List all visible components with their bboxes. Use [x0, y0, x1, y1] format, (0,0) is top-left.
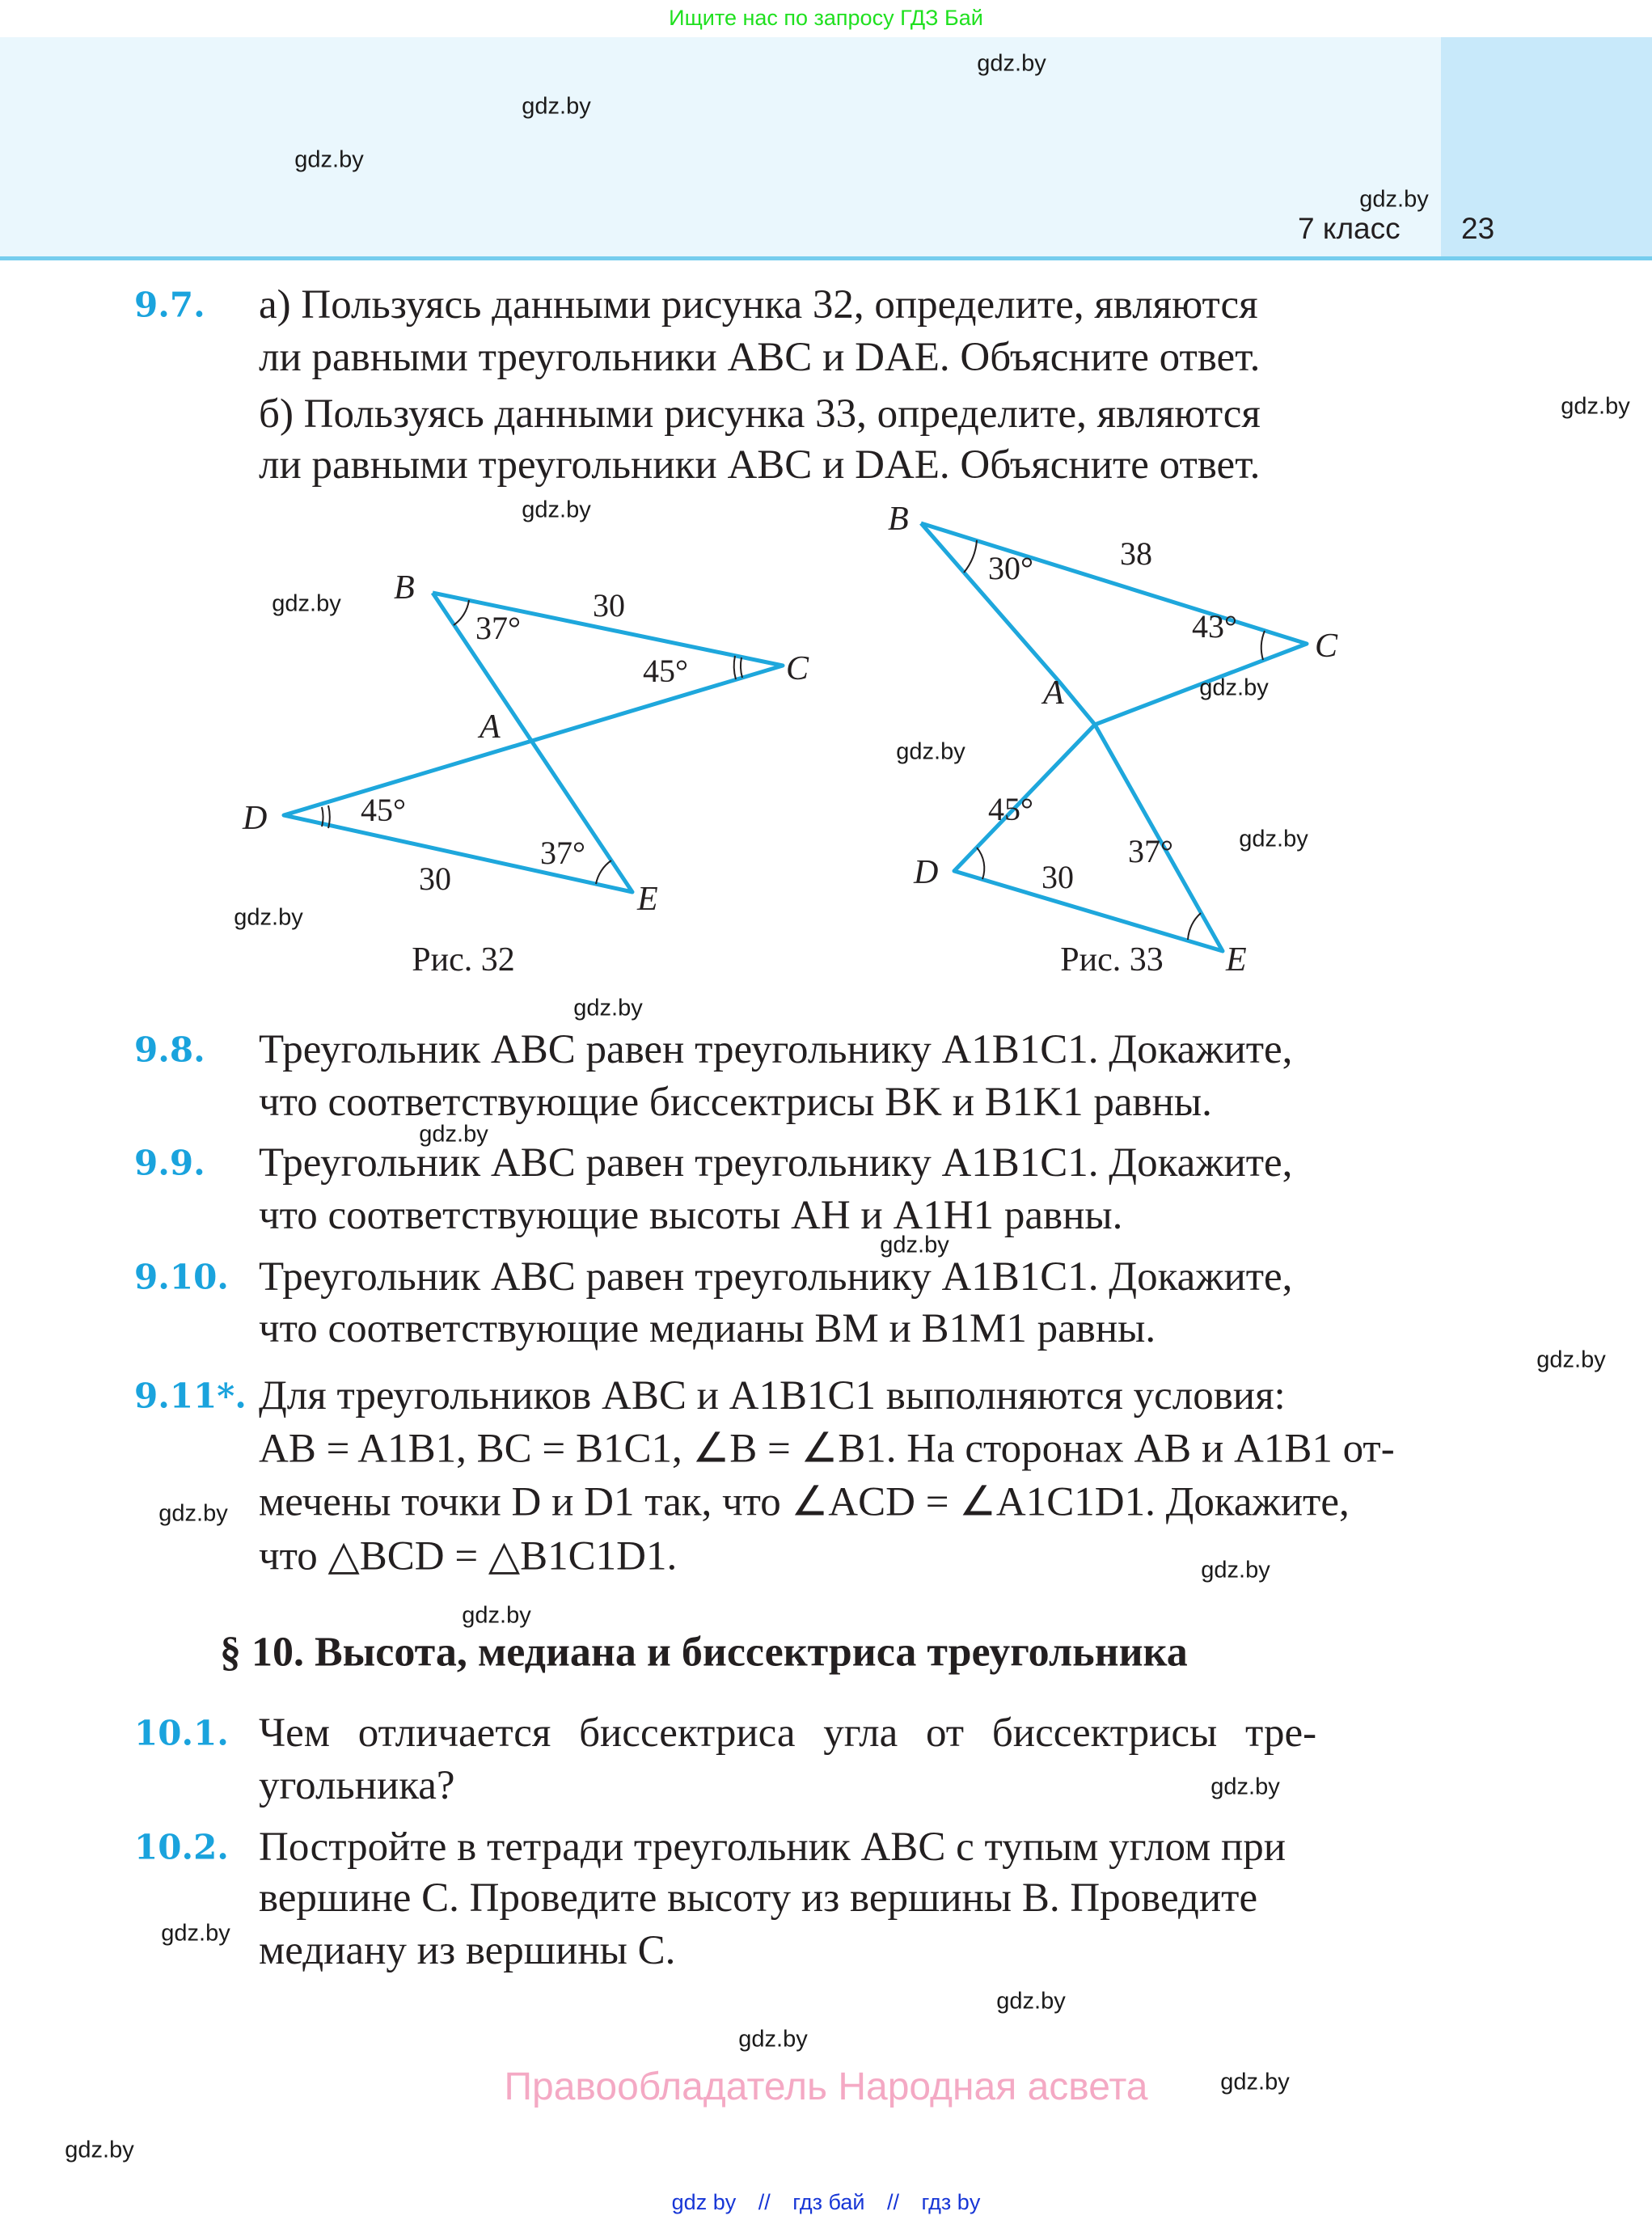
watermark: gdz.by [996, 1988, 1066, 2015]
fig33-point-e: E [1226, 941, 1247, 979]
watermark: gdz.by [573, 995, 643, 1021]
problem-9-9-line-1: Треугольник ABC равен треугольнику A1B1C1. Докажите, [259, 1140, 1293, 1186]
problem-number-9-10: 9.10. [134, 1257, 229, 1297]
fig32-point-c: C [786, 650, 809, 687]
watermark: gdz.by [1199, 674, 1269, 701]
footer-links [0, 2190, 1652, 2215]
watermark: gdz.by [1220, 2069, 1290, 2095]
problem-9-7-line-3: б) Пользуясь данными рисунка 33, определите, являются [259, 391, 1261, 437]
problem-10-1-line-1: Чем отличается биссектриса угла от биссектрисы тре- [259, 1710, 1317, 1756]
problem-9-7-line-2: ли равными треугольники ABC и DAE. Объясните ответ. [259, 335, 1261, 380]
figure-32-caption: Рис. 32 [412, 941, 515, 979]
watermark: gdz.by [158, 1500, 228, 1527]
problem-number-9-8: 9.8. [134, 1030, 205, 1070]
fig32-angle-b: 37° [475, 610, 521, 646]
watermark: gdz.by [161, 1920, 230, 1947]
fig33-angle-c: 43° [1192, 608, 1237, 645]
watermark: gdz.by [1561, 393, 1630, 420]
problem-number-9-11: 9.11*. [134, 1376, 247, 1416]
fig32-point-a: A [480, 708, 501, 746]
fig33-point-b: B [888, 501, 909, 538]
fig32-angle-e: 37° [540, 835, 585, 871]
section-heading: § 10. Высота, медиана и биссектриса треугольника [220, 1629, 1188, 1676]
fig32-angle-c: 45° [643, 653, 688, 689]
watermark: gdz.by [896, 738, 965, 765]
footer-link-gdz-by-cyr[interactable]: гдз by [921, 2190, 981, 2214]
footer-separator: // [887, 2190, 900, 2214]
problem-10-1-line-2: угольника? [259, 1763, 455, 1808]
fig33-side-de: 30 [1041, 859, 1074, 895]
footer-separator: // [758, 2190, 771, 2214]
fig33-point-a: A [1043, 674, 1064, 712]
watermark: gdz.by [462, 1602, 531, 1629]
fig32-point-d: D [243, 800, 268, 837]
watermark: gdz.by [1201, 1557, 1270, 1583]
watermark: gdz.by [234, 904, 303, 931]
problem-9-8-line-1: Треугольник ABC равен треугольнику A1B1C1. Докажите, [259, 1027, 1293, 1072]
problem-number-9-9: 9.9. [134, 1143, 205, 1183]
figure-33-angle-marks [964, 540, 1265, 940]
fig32-side-de: 30 [419, 860, 451, 897]
fig33-angle-b: 30° [988, 550, 1033, 586]
watermark: gdz.by [977, 50, 1046, 77]
fig32-angle-d: 45° [361, 792, 406, 828]
figure-33 [921, 523, 1307, 951]
watermark: gdz.by [272, 590, 341, 617]
problem-9-11-line-2: AB = A1B1, BC = B1C1, ∠B = ∠B1. На сторонах AB и A1B1 от- [259, 1426, 1395, 1472]
problem-10-2-line-3: медиану из вершины C. [259, 1928, 676, 1973]
problem-9-7-line-4: ли равными треугольники ABC и DAE. Объясните ответ. [259, 442, 1261, 488]
problem-10-2-line-2: вершине C. Проведите высоту из вершины B. Проведите [259, 1875, 1258, 1921]
watermark: gdz.by [1536, 1347, 1606, 1373]
figure-32-labels [242, 569, 809, 918]
watermark: gdz.by [1210, 1774, 1280, 1800]
copyright-notice: Правообладатель Народная асвета [504, 2065, 1148, 2108]
problem-number-10-2: 10.2. [134, 1827, 229, 1867]
header-divider [0, 256, 1652, 260]
problem-9-9-line-2: что соответствующие высоты AH и A1H1 равны. [259, 1193, 1123, 1238]
fig33-point-d: D [914, 854, 939, 891]
watermark: gdz.by [419, 1121, 488, 1148]
problem-number-9-7: 9.7. [134, 285, 205, 325]
problem-9-10-line-2: что соответствующие медианы BM и B1M1 равны. [259, 1306, 1156, 1351]
top-banner [0, 0, 1652, 37]
problem-9-10-line-1: Треугольник ABC равен треугольнику A1B1C1. Докажите, [259, 1254, 1293, 1300]
problem-9-11-line-4: что △BCD = △B1C1D1. [259, 1533, 678, 1579]
problem-9-8-line-2: что соответствующие биссектрисы BK и B1K1 равны. [259, 1080, 1212, 1125]
page-header [0, 37, 1652, 260]
fig33-side-bc: 38 [1120, 535, 1152, 572]
footer-link-gdz-by[interactable]: gdz by [671, 2190, 737, 2214]
fig32-point-e: E [637, 881, 658, 918]
page-number: 23 [1461, 212, 1495, 245]
watermark: gdz.by [1359, 186, 1429, 213]
problem-9-11-line-1: Для треугольников ABC и A1B1C1 выполняются условия: [259, 1373, 1286, 1419]
fig32-side-bc: 30 [593, 587, 625, 624]
banner-text: Ищите нас по запросу ГДЗ Бай [669, 6, 983, 30]
figure-32-angle-marks [322, 600, 742, 884]
fig32-point-b: B [394, 569, 415, 607]
watermark: gdz.by [738, 2026, 808, 2053]
problem-9-7-line-1: а) Пользуясь данными рисунка 32, определите, являются [259, 282, 1258, 328]
fig33-point-c: C [1315, 628, 1338, 665]
fig33-angle-e: 37° [1128, 833, 1173, 869]
problem-number-10-1: 10.1. [134, 1713, 229, 1753]
figure-33-caption: Рис. 33 [1060, 941, 1164, 979]
watermark: gdz.by [522, 497, 591, 523]
problem-9-11-line-3: мечены точки D и D1 так, что ∠ACD = ∠A1C1D1. Докажите, [259, 1479, 1350, 1525]
fig33-angle-d: 45° [988, 791, 1033, 827]
watermark: gdz.by [294, 146, 364, 173]
watermark: gdz.by [65, 2137, 134, 2163]
problem-10-2-line-1: Постройте в тетради треугольник ABC с тупым углом при [259, 1824, 1287, 1870]
footer-link-gdz-bai[interactable]: гдз бай [792, 2190, 865, 2214]
watermark: gdz.by [522, 93, 591, 120]
figure-32 [284, 593, 783, 892]
watermark: gdz.by [1239, 826, 1308, 852]
grade-label: 7 класс [1298, 212, 1401, 245]
watermark: gdz.by [880, 1232, 949, 1258]
